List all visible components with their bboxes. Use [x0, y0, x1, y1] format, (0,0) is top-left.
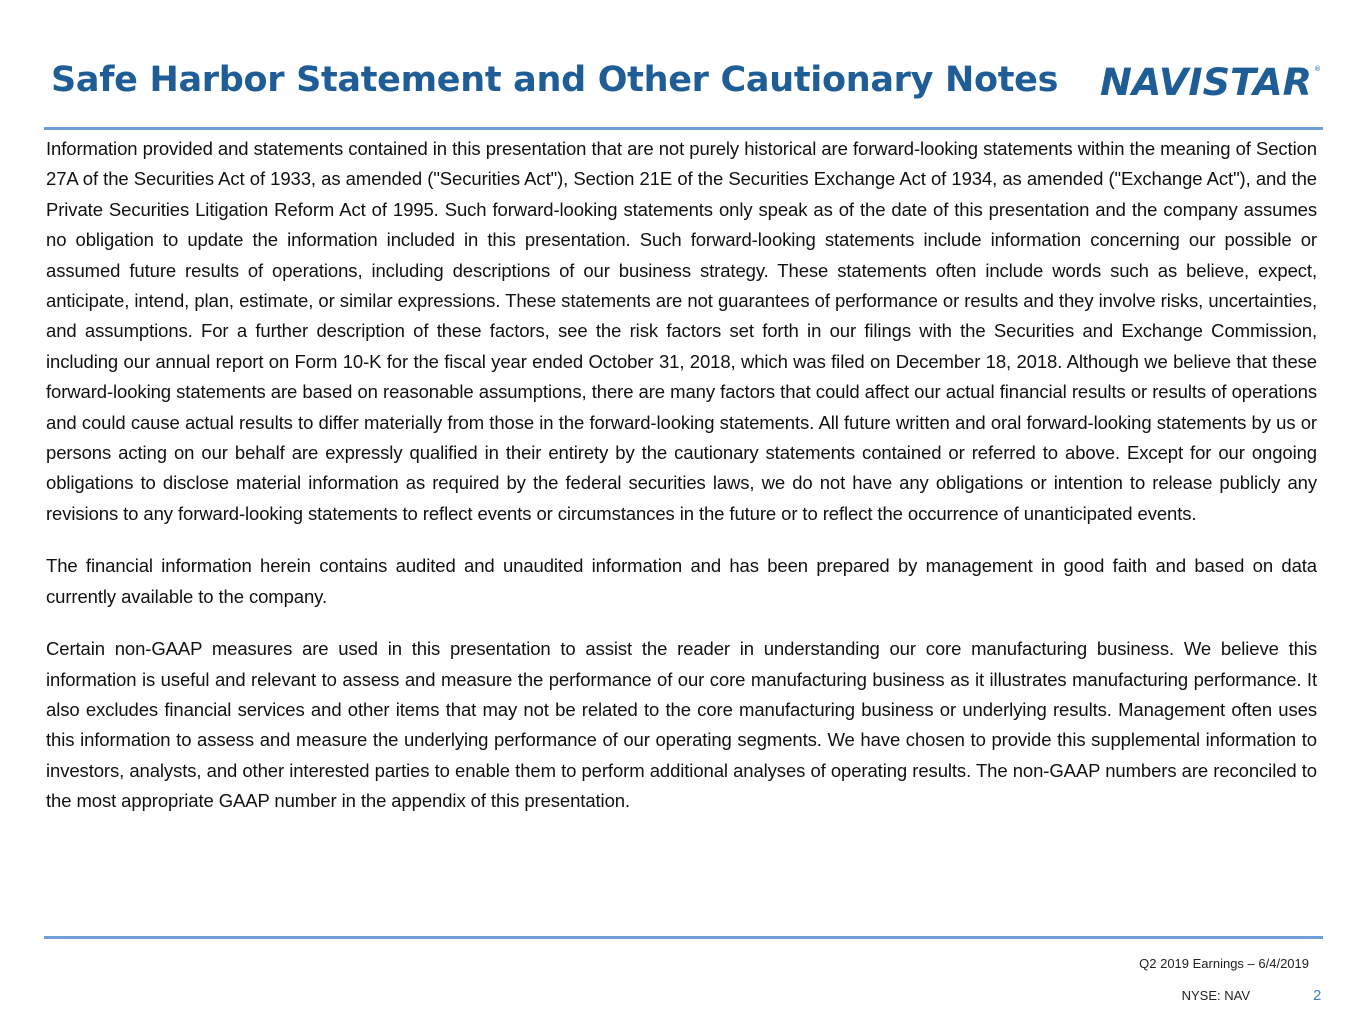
slide-title: Safe Harbor Statement and Other Cautionary Notes [51, 60, 1059, 100]
disclaimer-body [46, 134, 1317, 839]
logo-wordmark: NAVISTAR [1100, 62, 1312, 98]
footer-ticker: NYSE: NAV [1181, 988, 1250, 1003]
footer-divider [44, 936, 1323, 939]
registered-mark: ® [1314, 65, 1321, 73]
safe-harbor-paragraph: Information provided and statements contained in this presentation that are not purely historical are forward-looking statements within the meaning of Section 27A of the Securities Act of 1933, as amended ("Securities Act"), Section 21E of the Securities Exchange Act of 1934, as amended ("Exchange Act"), and the Private Securities Litigation Reform Act of 1995. Such forward-looking statements only speak as of the date of this presentation and the company assumes no obligation to update the information included in this presentation. Such forward-looking statements include information concerning our possible or assumed future results of operations, including descriptions of our business strategy. These statements often include words such as believe, expect, anticipate, intend, plan, estimate, or similar expressions. These statements are not guarantees of performance or results and they involve risks, uncertainties, and assumptions. For a further description of these factors, see the risk factors set forth in our filings with the Securities and Exchange Commission, including our annual report on Form 10-K for the fiscal year ended October 31, 2018, which was filed on December 18, 2018. Although we believe that these forward-looking statements are based on reasonable assumptions, there are many factors that could affect our actual financial results or results of operations and could cause actual results to differ materially from those in the forward-looking statements. All future written and oral forward-looking statements by us or persons acting on our behalf are expressly qualified in their entirety by the cautionary statements contained or referred to above. Except for our ongoing obligations to disclose material information as required by the federal securities laws, we do not have any obligations or intention to release publicly any revisions to any forward-looking statements to reflect events or circumstances in the future or to reflect the occurrence of unanticipated events. [46, 138, 1317, 524]
footer-event-date: Q2 2019 Earnings – 6/4/2019 [1139, 956, 1309, 971]
non-gaap-paragraph: Certain non-GAAP measures are used in this presentation to assist the reader in understanding our core manufacturing business. We believe this information is useful and relevant to assess and measure the performance of our core manufacturing business as it illustrates manufacturing performance. It also excludes financial services and other items that may not be related to the core manufacturing business or underlying results. Management often uses this information to assess and measure the underlying performance of our operating segments. We have chosen to provide this supplemental information to investors, analysts, and other interested parties to enable them to perform additional analyses of operating results. The non-GAAP numbers are reconciled to the most appropriate GAAP number in the appendix of this presentation. [46, 638, 1317, 812]
header-divider [44, 127, 1323, 130]
financial-info-paragraph: The financial information herein contains audited and unaudited information and has been prepared by management in good faith and based on data currently available to the company. [46, 555, 1317, 607]
navistar-logo [1100, 62, 1322, 98]
page-number: 2 [1313, 987, 1322, 1004]
